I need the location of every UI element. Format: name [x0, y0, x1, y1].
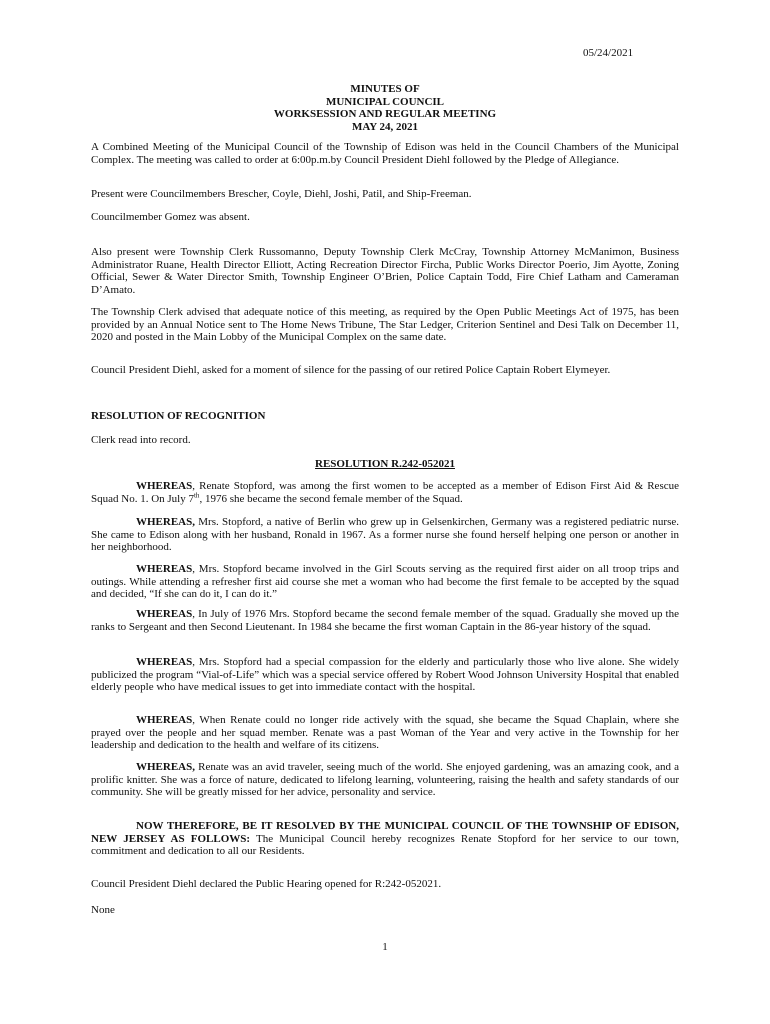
- whereas-label: WHEREAS,: [136, 516, 195, 528]
- whereas-label: WHEREAS: [136, 714, 193, 726]
- none-paragraph: None: [91, 904, 115, 916]
- recognition-heading: RESOLUTION OF RECOGNITION: [91, 410, 266, 422]
- document-date: 05/24/2021: [583, 47, 634, 59]
- whereas-paragraph-3: [91, 563, 679, 601]
- silence-paragraph: Council President Diehl, asked for a moment of silence for the passing of our retired Police Captain Robert Elymeyer.: [91, 364, 611, 376]
- whereas-text: Renate was an avid traveler, seeing much of the world. She enjoyed gardening, was an amazing cook, and a prolific knitter. She was a force of nature, dedicated to lifelong learning, volunteering, raising the health and safety standards of our community. She will be greatly missed for her advice, personality and service.: [91, 761, 679, 798]
- hearing-paragraph: Council President Diehl declared the Public Hearing opened for R:242-052021.: [91, 878, 442, 890]
- whereas-label: WHEREAS: [136, 656, 193, 668]
- whereas-text: , 1976 she became the second female member of the Squad.: [199, 492, 463, 505]
- whereas-text: , Mrs. Stopford became involved in the Girl Scouts serving as the required first aider on all troop trips and outings. While attending a refresher first aid course she met a woman who had become the first female to be accepted by the squad and decided, “If she can do it, I can do it.”: [91, 563, 679, 600]
- whereas-paragraph-2: [91, 516, 679, 554]
- title-line: MAY 24, 2021: [351, 120, 419, 133]
- clerk-read-paragraph: Clerk read into record.: [91, 434, 191, 446]
- whereas-text: , Renate Stopford, was among the first women to be accepted as a member of Edison First Aid & Rescue Squad No. 1. On July 7: [91, 480, 679, 505]
- whereas-label: WHEREAS: [136, 480, 193, 492]
- also-present-paragraph: Also present were Township Clerk Russomanno, Deputy Township Clerk McCray, Township Attorney McManimon, Business Administrator Ruane, Health Director Elliott, Acting Recreation Director Fircha, Public Works Director Poerio, Jim Ayotte, Zoning Official, Sewer & Water Director Smith, Township Engineer O’Brien, Police Captain Todd, Fire Chief Latham and Cameraman D’Amato.: [91, 246, 679, 296]
- intro-paragraph: A Combined Meeting of the Municipal Council of the Township of Edison was held in the Council Chambers of the Municipal Complex. The meeting was called to order at 6:00p.m.by Council President Diehl followed by the Pledge of Allegiance.: [91, 141, 679, 166]
- resolved-paragraph: [91, 820, 679, 858]
- document-title: [0, 83, 770, 133]
- resolved-text: The Municipal Council hereby recognizes Renate Stopford for her service to our town, commitment and dedication to all our Residents.: [91, 832, 680, 857]
- whereas-text: , Mrs. Stopford had a special compassion for the elderly and particularly those who live alone. She widely publicized the program “Vial-of-Life” which was a special service offered by Robert Wood Johnson University Hospital that enabled elderly people who have medical issues to get into immediate contact with the hospital.: [91, 656, 679, 693]
- superscript: th: [193, 490, 200, 499]
- resolved-label: NOW THEREFORE, BE IT RESOLVED BY THE MUNICIPAL COUNCIL OF THE TOWNSHIP OF EDISON, NEW JERSEY AS FOLLOWS:: [91, 820, 679, 845]
- whereas-paragraph-6: [91, 714, 679, 752]
- whereas-text: , In July of 1976 Mrs. Stopford became the second female member of the squad. Gradually she moved up the ranks to Sergeant and then Second Lieutenant. In 1984 she became the first woman Captain in the 86-year history of the squad.: [91, 608, 679, 633]
- title-line: MUNICIPAL COUNCIL: [325, 95, 445, 108]
- present-paragraph: Present were Councilmembers Brescher, Coyle, Diehl, Joshi, Patil, and Ship-Freeman.: [91, 188, 472, 200]
- resolution-title: RESOLUTION R.242-052021: [315, 458, 455, 470]
- whereas-paragraph-5: [91, 656, 679, 694]
- whereas-label: WHEREAS,: [136, 761, 195, 773]
- whereas-paragraph-1: [91, 480, 679, 505]
- page-number: 1: [382, 941, 388, 953]
- title-line: WORKSESSION AND REGULAR MEETING: [273, 108, 497, 120]
- whereas-label: WHEREAS: [136, 608, 193, 620]
- notice-paragraph: The Township Clerk advised that adequate notice of this meeting, as required by the Open Public Meetings Act of 1975, has been provided by an Annual Notice sent to The Home News Tribune, The Star Ledger, Criterion Sentinel and Desi Talk on December 11, 2020 and posted in the Main Lobby of the Municipal Complex on the same date.: [91, 306, 679, 343]
- absent-paragraph: Councilmember Gomez was absent.: [91, 211, 250, 223]
- whereas-text: , When Renate could no longer ride actively with the squad, she became the Squad Chaplain, where she prayed over the people and her squad member. Renate was a past Woman of the Year and very active in the Township for her leadership and dedication to the health and welfare of its citizens.: [91, 714, 679, 751]
- whereas-paragraph-7: [91, 761, 679, 799]
- title-line: MINUTES OF: [350, 83, 420, 95]
- whereas-text: Mrs. Stopford, a native of Berlin who grew up in Gelsenkirchen, Germany was a registered pediatric nurse. She came to Edison along with her husband, Ronald in 1967. As a former nurse she found herself helping one person or another in her neighborhood.: [91, 516, 679, 553]
- whereas-paragraph-4: [91, 608, 679, 633]
- whereas-label: WHEREAS: [136, 563, 193, 575]
